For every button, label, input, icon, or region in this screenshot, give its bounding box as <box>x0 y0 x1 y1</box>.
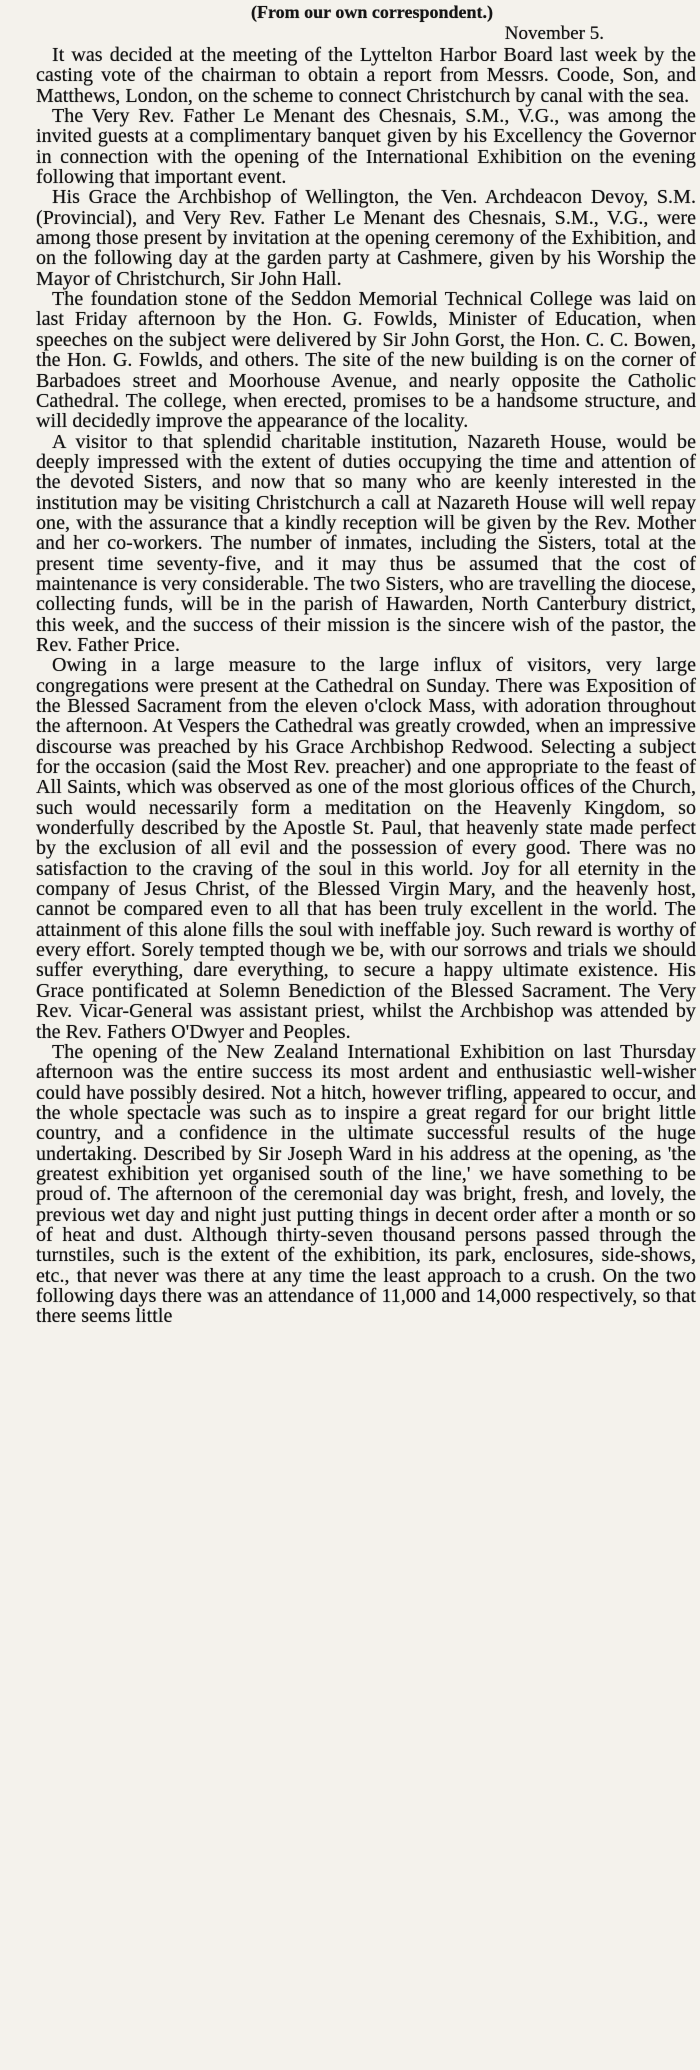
article-column <box>36 2 696 1327</box>
article-heading: (From our own correspondent.) <box>251 2 493 22</box>
paragraph-nazareth-house: A visitor to that splendid charitable institution, Nazareth House, would be deeply impressed with the extent of duties occupying the time and attention of the devoted Sisters, and now that so many who are keenly interested in the institution may be visiting Christchurch a call at Nazareth House will well repay one, with the assurance that a kindly reception will be given by the Rev. Mother and her co-workers. The number of inmates, including the Sisters, total at the present time seventy-five, and it may thus be assumed that the cost of maintenance is very considerable. The two Sisters, who are travelling the diocese, collecting funds, will be in the parish of Hawarden, North Canterbury district, this week, and the success of their mission is the sincere wish of the pastor, the Rev. Father Price. <box>36 430 696 656</box>
paragraph-banquet: The Very Rev. Father Le Menant des Chesnais, S.M., V.G., was among the invited guests at a complimentary banquet given by his Excellency the Governor in connection with the opening of the International Exhibition on the evening following that important event. <box>36 105 696 189</box>
paragraph-archbishop-visit: His Grace the Archbishop of Wellington, the Ven. Archdeacon Devoy, S.M. (Provincial), and Very Rev. Father Le Menant des Chesnais, S.M., V.G., were among those present by invitation at the opening ceremony of the Exhibition, and on the following day at the garden party at Cashmere, given by his Worship the Mayor of Christchurch, Sir John Hall. <box>36 186 696 290</box>
paragraph-cathedral-sunday: Owing in a large measure to the large influx of visitors, very large congregations were present at the Cathedral on Sunday. There was Exposition of the Blessed Sacrament from the eleven o'clock Mass, with adoration throughout the afternoon. At Vespers the Cathedral was greatly crowded, when an impressive discourse was preached by his Grace Archbishop Redwood. Selecting a subject for the occasion (said the Most Rev. preacher) and one appropriate to the feast of All Saints, which was observed as one of the most glorious offices of the Church, such would necessarily form a meditation on the Heavenly Kingdom, so wonderfully described by the Apostle St. Paul, that heavenly state made perfect by the exclusion of all evil and the possession of every good. There was no satisfaction to the craving of the soul in this world. Joy for all eternity in the company of Jesus Christ, of the Blessed Virgin Mary, and the heavenly host, cannot be compared even to all that has been truly excellent in the world. The attainment of this alone fills the soul with ineffable joy. Such reward is worthy of every effort. Sorely tempted though we be, with our sorrows and trials we should suffer everything, dare everything, to secure a happy ultimate existence. His Grace pontificated at Solemn Benediction of the Blessed Sacrament. The Very Rev. Vicar-General was assistant priest, whilst the Archbishop was attended by the Rev. Fathers O'Dwyer and Peoples. <box>36 654 696 1043</box>
paragraph-exhibition-opening: The opening of the New Zealand International Exhibition on last Thursday afternoon was the entire success its most ardent and enthusiastic well-wisher could have possibly desired. Not a hitch, however trifling, appeared to occur, and the whole spectacle was such as to inspire a great regard for our bright little country, and a confidence in the ultimate successful results of the huge undertaking. Described by Sir Joseph Ward in his address at the opening, as 'the greatest exhibition yet organised south of the line,' we have something to be proud of. The afternoon of the ceremonial day was bright, fresh, and lovely, the previous wet day and night just putting things in decent order after a month or so of heat and dust. Although thirty-seven thousand persons passed through the turnstiles, such is the extent of the exhibition, its park, enclosures, side-shows, etc., that never was there at any time the least approach to a crush. On the two following days there was an attendance of 11,000 and 14,000 respectively, so that there seems little <box>36 1040 696 1328</box>
paragraph-harbor-board: It was decided at the meeting of the Lyttelton Harbor Board last week by the casting vote of the chairman to obtain a report from Messrs. Coode, Son, and Matthews, London, on the scheme to connect Christchurch by canal with the sea. <box>36 44 696 107</box>
paragraph-technical-college: The foundation stone of the Seddon Memorial Technical College was laid on last Friday afternoon by the Hon. G. Fowlds, Minister of Education, when speeches on the subject were delivered by Sir John Gorst, the Hon. C. C. Bowen, the Hon. G. Fowlds, and others. The site of the new building is on the corner of Barbadoes street and Moorhouse Avenue, and nearly opposite the Catholic Cathedral. The college, when erected, promises to be a handsome structure, and will decidedly improve the appearance of the locality. <box>36 288 696 433</box>
dateline: November 5. <box>504 23 604 44</box>
